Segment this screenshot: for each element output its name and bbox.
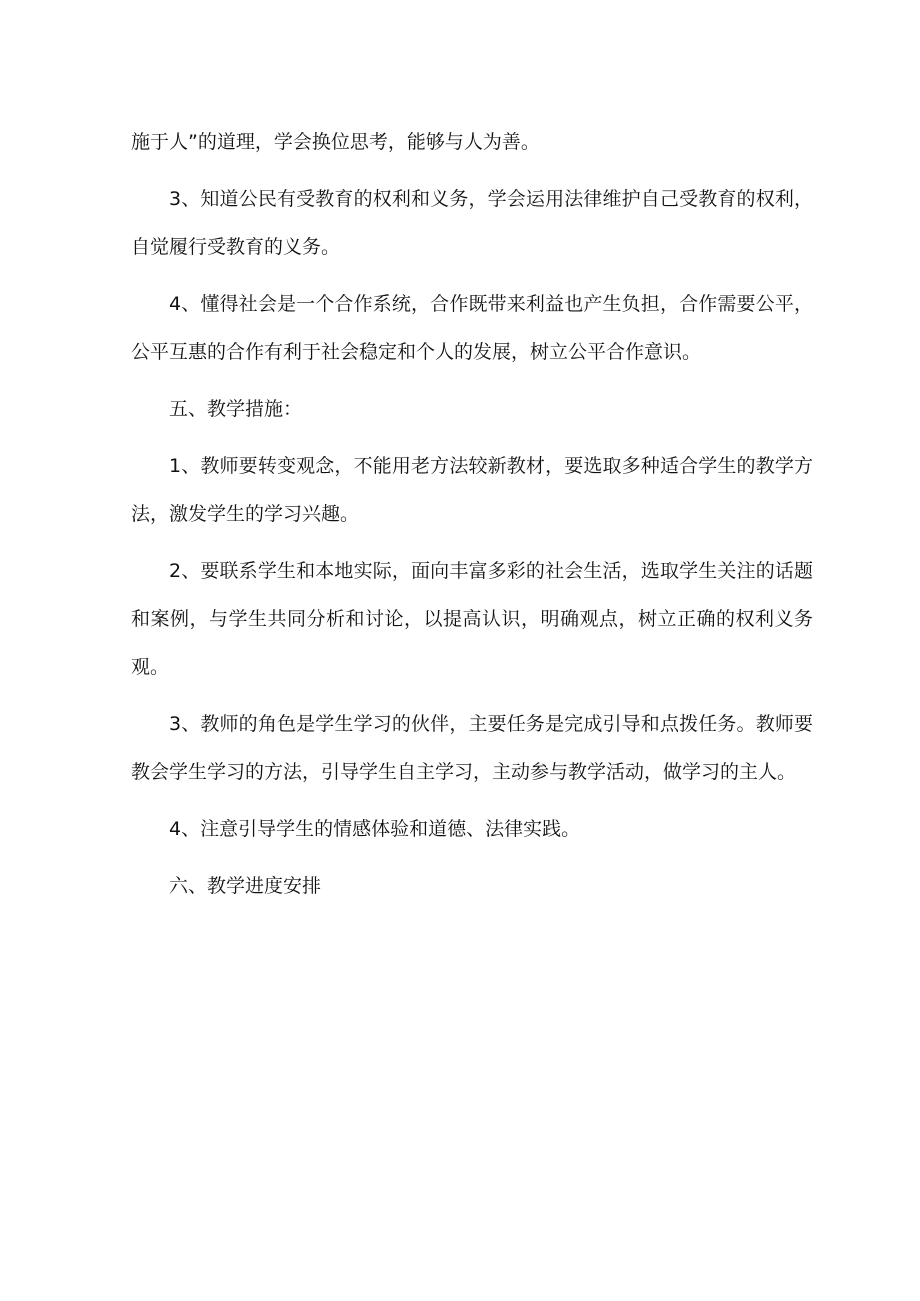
paragraph-continuation: 施于人”的道理，学会换位思考，能够与人为善。 bbox=[131, 131, 540, 153]
paragraph-measure-4: 4、注意引导学生的情感体验和道德、法律实践。 bbox=[169, 818, 581, 840]
paragraph-measure-2: 2、要联系学生和本地实际，面向丰富多彩的社会生活，选取学生关注的话题和案例，与学生共同分析和讨论，以提高认识，明确观点，树立正确的权利义务观。 bbox=[131, 560, 813, 678]
paragraph-measure-1: 1、教师要转变观念，不能用老方法较新教材，要选取多种适合学生的教学方法，激发学生的学习兴趣。 bbox=[131, 455, 813, 525]
section-heading-teaching-measures: 五、教学措施： bbox=[169, 398, 303, 420]
paragraph-measure-3: 3、教师的角色是学生学习的伙伴，主要任务是完成引导和点拨任务。教师要教会学生学习的方法，引导学生自主学习，主动参与教学活动，做学习的主人。 bbox=[131, 713, 813, 783]
paragraph-item-4-cooperation: 4、懂得社会是一个合作系统，合作既带来利益也产生负担，合作需要公平，公平互惠的合作有利于社会稳定和个人的发展，树立公平合作意识。 bbox=[131, 293, 813, 363]
document-body bbox=[131, 118, 813, 910]
paragraph-item-3-education-rights: 3、知道公民有受教育的权利和义务，学会运用法律维护自己受教育的权利，自觉履行受教育的义务。 bbox=[131, 188, 813, 258]
section-heading-teaching-schedule: 六、教学进度安排 bbox=[169, 875, 322, 897]
